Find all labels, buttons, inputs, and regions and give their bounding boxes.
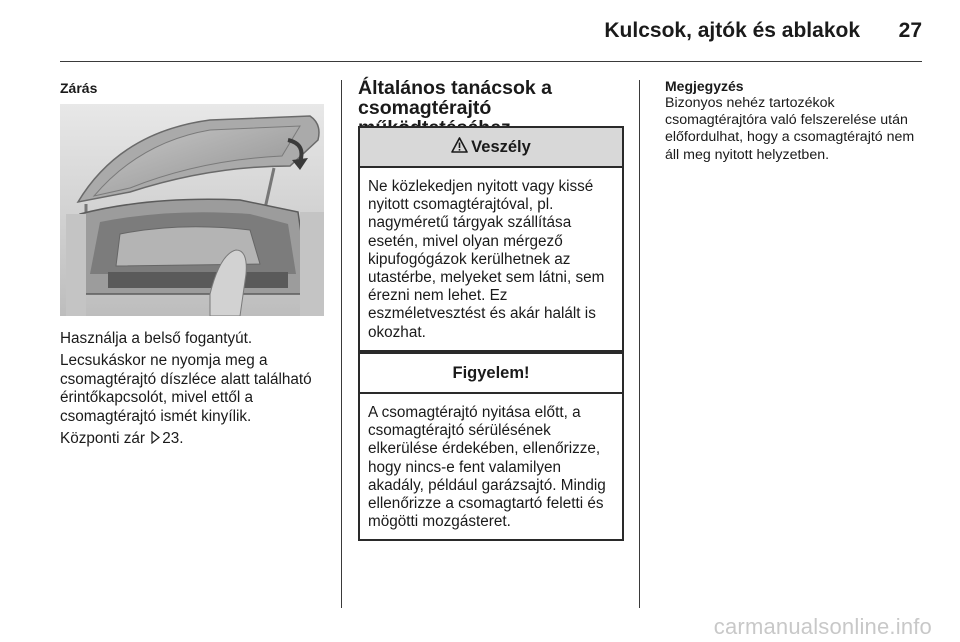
danger-text: Ne közlekedjen nyitott vagy kissé nyitott csomagtérajtóval, pl. nagyméretű tárgyak szállítása esetén, mivel olyan mérgező kipufogógázok kerülhetnek az utastérbe, melyeket sem látni, sem érezni nem lehet. Ez eszméletvesztést és akár halált is okozhat. xyxy=(368,178,605,341)
caution-text: A csomagtérajtó nyitása előtt, a csomagtérajtó sérülésének elkerülése érdekében, ellenőrizze, hogy nincs-e fent valamilyen akadály, például garázsajtó. Mindig ellenőrizze a csomagtartó feletti és mögötti mozgásteret. xyxy=(368,404,606,531)
header-rule xyxy=(60,61,922,62)
cross-reference[interactable] xyxy=(60,430,330,449)
header-title: Kulcsok, ajtók és ablakok xyxy=(604,19,860,42)
closing-text xyxy=(60,330,330,453)
column-2 xyxy=(358,77,622,531)
xref-arrow-icon xyxy=(151,431,160,449)
xref-label: Központi zár xyxy=(60,430,146,448)
caution-box-header xyxy=(360,354,622,394)
danger-box-header xyxy=(360,128,622,168)
caution-box xyxy=(358,352,624,541)
column-divider-1 xyxy=(341,80,342,608)
tailgate-photo xyxy=(60,104,324,316)
page-number: 27 xyxy=(898,19,922,42)
watermark: carmanualsonline.info xyxy=(713,614,932,639)
caution-title: Figyelem! xyxy=(452,363,530,382)
tailgate-illustration xyxy=(60,104,324,316)
column-3 xyxy=(665,78,925,164)
column-divider-2 xyxy=(639,80,640,608)
note-text: Bizonyos nehéz tartozékok csomagtérajtóra való felszerelése után előfordulhat, hogy a csomagtérajtó nem áll meg nyitott helyzetben. xyxy=(665,95,915,163)
xref-page: 23. xyxy=(162,430,184,448)
section-heading-tailgate-advice: Általános tanácsok a csomagtérajtó xyxy=(358,77,552,119)
note-heading: Megjegyzés xyxy=(665,78,744,94)
paragraph-inner-handle: Használja a belső fogantyút. xyxy=(60,330,253,347)
danger-title: Veszély xyxy=(471,137,531,156)
warning-triangle-icon xyxy=(451,137,468,158)
paragraph-touch-switch: Lecsukáskor ne nyomja meg a csomagtérajtó díszléce alatt található érintőkapcsolót, mivel ettől a csomagtérajtó ismét kinyílik. xyxy=(60,352,312,425)
danger-box xyxy=(358,126,624,352)
column-1 xyxy=(60,80,326,448)
section-heading-closing: Zárás xyxy=(60,80,98,96)
